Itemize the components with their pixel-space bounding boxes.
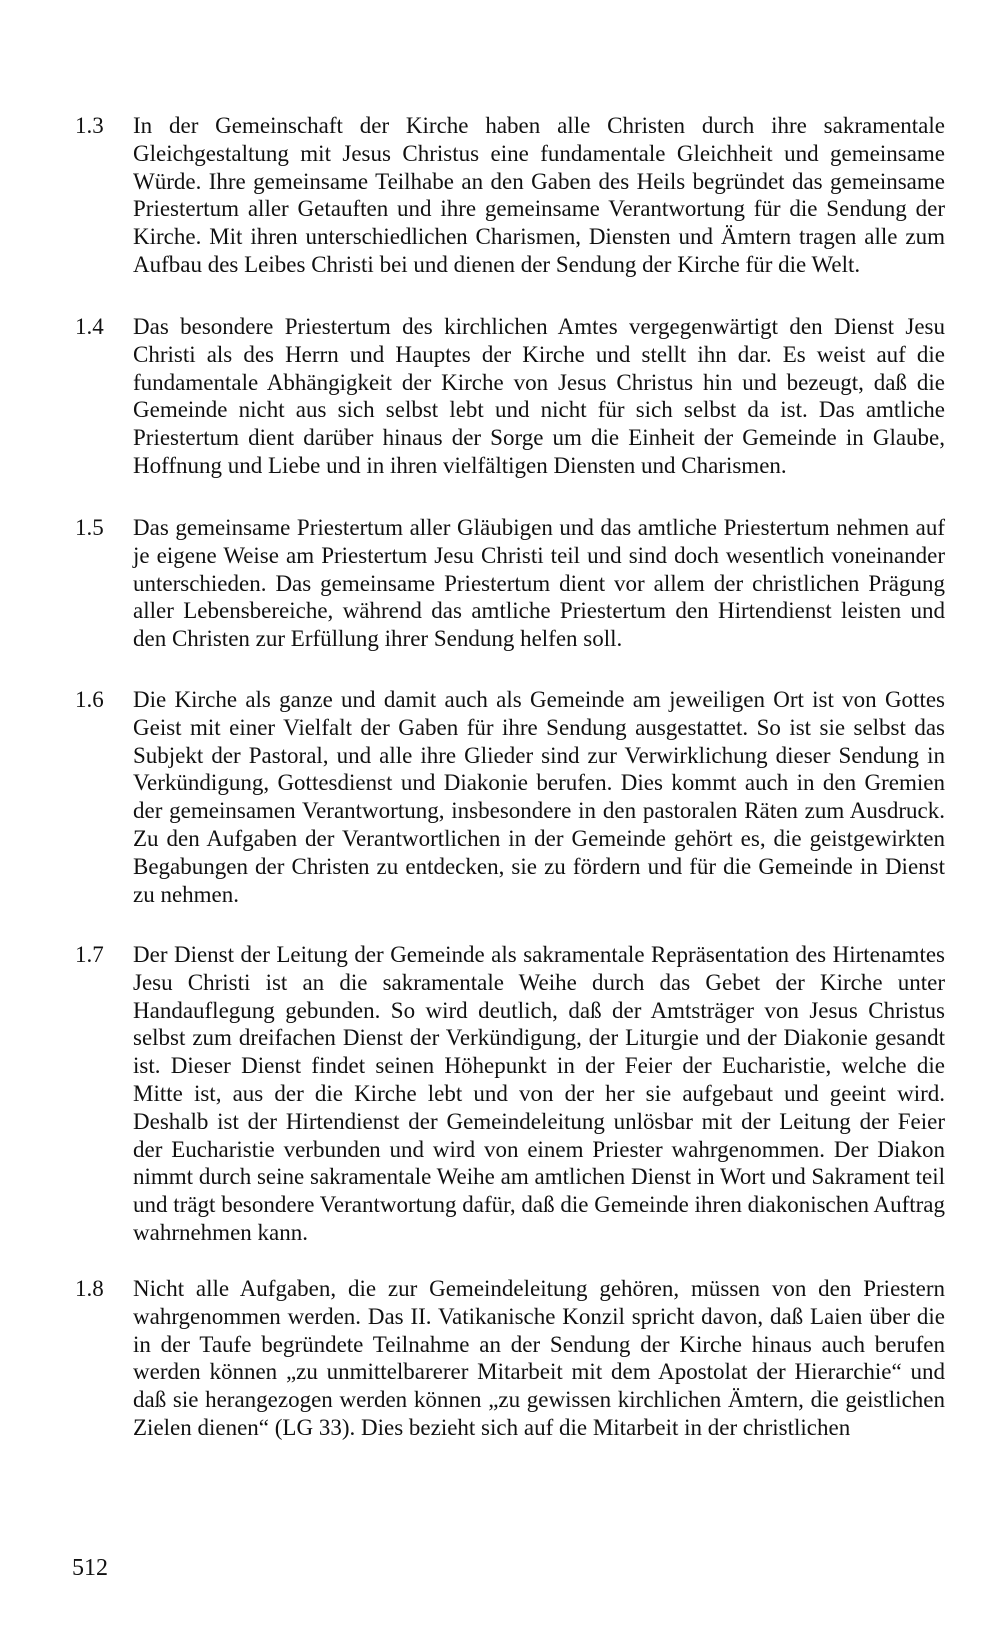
section-text: Das gemeinsame Priestertum aller Gläubigen und das amtliche Priestertum nehmen auf je eigene Weise am Priestertum Jesu Christi teil und sind doch wesentlich voneinander unterschieden. Das gemeinsame Priestertum dient vor allem der christlichen Prägung aller Lebensbereiche, während das amtliche Priestertum den Hirtendienst leisten und den Christen zur Erfüllung ihrer Sendung helfen soll. [133, 515, 945, 652]
section-text: Die Kirche als ganze und damit auch als Gemeinde am jeweiligen Ort ist von Gottes Geist mit einer Vielfalt der Gaben für ihre Sendung ausgestattet. So ist sie selbst das Subjekt der Pastoral, und alle ihre Glieder sind zur Verwirklichung dieser Sendung in Verkündigung, Gottesdienst und Diakonie berufen. Dies kommt auch in den Gremien der gemeinsamen Verantwortung, insbesondere in den pastoralen Räten zum Ausdruck. Zu den Aufgaben der Verantwortlichen in der Gemeinde gehört es, die geistgewirkten Begabungen der Christen zu entdecken, sie zu fördern und für die Gemeinde in Dienst zu nehmen. [133, 687, 945, 907]
section-number: 1.7 [75, 942, 104, 967]
section-number: 1.8 [75, 1276, 104, 1301]
section-text: Der Dienst der Leitung der Gemeinde als sakramentale Repräsentation des Hirtenamtes Jesu Christi ist an die sakramentale Weihe durch das Gebet der Kirche unter Handauflegung gebunden. So wird deutlich, daß der Amtsträger von Jesus Christus selbst zum dreifachen Dienst der Verkündigung, der Liturgie und der Diakonie gesandt ist. Dieser Dienst findet seinen Höhepunkt in der Feier der Eucharistie, welche die Mitte ist, aus der die Kirche lebt und von der her sie aufgebaut und geeint wird. Deshalb ist der Hirtendienst der Gemeindeleitung unlösbar mit der Leitung der Feier der Eucharistie verbunden und wird von einem Priester wahrgenommen. Der Diakon nimmt durch seine sakramentale Weihe am amtlichen Dienst in Wort und Sakrament teil und trägt besondere Verantwortung dafür, daß die Gemeinde ihren diakonischen Auftrag wahrnehmen kann. [133, 942, 945, 1245]
section-number: 1.3 [75, 113, 104, 138]
section-text: In der Gemeinschaft der Kirche haben alle Christen durch ihre sakramentale Gleichgestaltung mit Jesus Christus eine fundamentale Gleichheit und gemeinsame Würde. Ihre gemeinsame Teilhabe an den Gaben des Heils begründet das gemeinsame Priestertum aller Getauften und ihre gemeinsame Verantwortung für die Sendung der Kirche. Mit ihren unterschiedlichen Charismen, Diensten und Ämtern tragen alle zum Aufbau des Leibes Christi bei und dienen der Sendung der Kirche für die Welt. [133, 113, 945, 277]
section-number: 1.5 [75, 515, 104, 540]
section-text: Nicht alle Aufgaben, die zur Gemeindeleitung gehören, müssen von den Priestern wahrgenommen werden. Das II. Vatikanische Konzil spricht davon, daß Laien über die in der Taufe begründete Teilnahme an der Sendung der Kirche hinaus auch berufen werden können „zu unmittelbarerer Mitarbeit mit dem Apostolat der Hierarchie“ und daß sie herangezogen werden können „zu gewissen kirchlichen Ämtern, die geistlichen Zielen dienen“ (LG 33). Dies bezieht sich auf die Mitarbeit in der christlichen [133, 1276, 945, 1440]
section-text: Das besondere Priestertum des kirchlichen Amtes vergegenwärtigt den Dienst Jesu Christi als des Herrn und Hauptes der Kirche und stellt ihn dar. Es weist auf die fundamentale Abhängigkeit der Kirche von Jesus Christus hin und bezeugt, daß die Gemeinde nicht aus sich selbst lebt und nicht für sich selbst da ist. Das amtliche Priestertum dient darüber hinaus der Sorge um die Einheit der Gemeinde in Glaube, Hoffnung und Liebe und in ihren vielfältigen Diensten und Charismen. [133, 314, 945, 478]
section-number: 1.4 [75, 314, 104, 339]
page-number: 512 [72, 1555, 108, 1581]
section-number: 1.6 [75, 687, 104, 712]
